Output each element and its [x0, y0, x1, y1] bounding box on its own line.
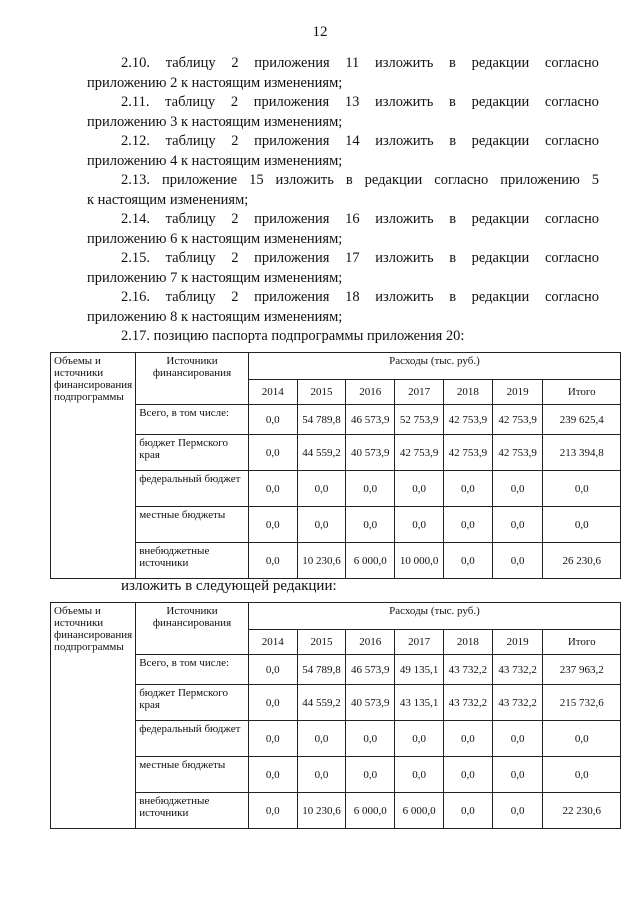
amendment-word: в [449, 211, 457, 227]
value-cell: 49 135,1 [395, 655, 444, 685]
table-row [51, 721, 621, 757]
value-cell: 0,0 [248, 793, 297, 829]
value-cell: 0,0 [443, 507, 492, 543]
value-cell: 0,0 [248, 543, 297, 579]
source-cell: местные бюджеты [136, 507, 249, 543]
value-cell: 0,0 [297, 721, 346, 757]
value-cell: 52 753,9 [395, 405, 444, 435]
amendment-item [87, 249, 599, 288]
intro-new-edition: изложить в следующей редакции: [121, 578, 337, 594]
value-cell: 42 753,9 [492, 435, 543, 471]
year-header: 2019 [492, 380, 543, 405]
year-header: 2014 [248, 630, 297, 655]
value-cell: 0,0 [248, 405, 297, 435]
year-header: 2019 [492, 630, 543, 655]
source-cell: внебюджетные источники [136, 543, 249, 579]
expenses-header: Расходы (тыс. руб.) [248, 353, 620, 380]
amendment-first-line [87, 210, 599, 230]
amendment-word: 11 [345, 55, 360, 71]
program-label-cell: Объемы и источники финансирования подпрограммы [51, 353, 136, 579]
amendment-word: таблицу [165, 55, 216, 71]
amendment-word: таблицу [165, 94, 216, 110]
amendment-word: изложить [375, 94, 434, 110]
value-cell: 0,0 [443, 543, 492, 579]
amendment-word: 13 [344, 94, 360, 110]
amendment-word: 2.10. [121, 55, 150, 71]
header-row-1 [51, 603, 621, 630]
value-cell: 215 732,6 [543, 685, 621, 721]
amendment-word: в [449, 55, 456, 71]
header-row-1 [51, 353, 621, 380]
amendment-word: 5 [591, 172, 599, 188]
amendment-word: в [449, 133, 457, 149]
value-cell: 0,0 [395, 757, 444, 793]
amendment-continuation: приложению 8 к настоящим изменениям; [87, 308, 343, 325]
table-row [51, 685, 621, 721]
value-cell: 0,0 [492, 757, 543, 793]
amendment-word: редакции [471, 55, 530, 71]
value-cell: 6 000,0 [346, 543, 395, 579]
year-header: 2017 [395, 380, 444, 405]
amendment-continuation: приложению 2 к настоящим изменениям; [87, 74, 343, 91]
amendment-item [87, 54, 599, 93]
amendment-word: 17 [345, 250, 360, 266]
value-cell: 0,0 [543, 471, 621, 507]
value-cell: 54 789,8 [297, 405, 346, 435]
value-cell: 0,0 [248, 721, 297, 757]
amendment-word: изложить [375, 289, 434, 305]
amendment-word: приложения [254, 133, 330, 149]
value-cell: 0,0 [443, 471, 492, 507]
amendment-continuation: приложению 7 к настоящим изменениям; [87, 269, 343, 286]
amendment-word: приложения [253, 94, 330, 110]
amendment-continuation: приложению 3 к настоящим изменениям; [87, 113, 343, 130]
table-row [51, 757, 621, 793]
amendment-item [87, 288, 599, 327]
value-cell: 42 753,9 [443, 405, 492, 435]
source-cell: внебюджетные источники [136, 793, 249, 829]
year-header: Итого [543, 630, 621, 655]
year-header: 2018 [443, 630, 492, 655]
table-row [51, 793, 621, 829]
amendment-first-line [87, 132, 599, 152]
value-cell: 44 559,2 [297, 685, 346, 721]
table-row [51, 435, 621, 471]
amendment-item [87, 171, 599, 210]
table-row [51, 655, 621, 685]
value-cell: 44 559,2 [297, 435, 346, 471]
value-cell: 0,0 [248, 685, 297, 721]
amendment-first-line [87, 288, 599, 308]
amendment-first-line [87, 54, 599, 74]
amendment-word: приложения [254, 250, 330, 266]
amendment-word: редакции [471, 94, 530, 110]
value-cell: 54 789,8 [297, 655, 346, 685]
value-cell: 0,0 [543, 721, 621, 757]
value-cell: 0,0 [248, 757, 297, 793]
amendment-word: 2.12. [121, 133, 150, 149]
amendments-list [87, 54, 599, 347]
amendment-word: 16 [345, 211, 360, 227]
amendment-word: изложить [375, 133, 434, 149]
amendment-word: 2.15. [121, 250, 150, 266]
value-cell: 213 394,8 [543, 435, 621, 471]
program-label-cell: Объемы и источники финансирования подпрограммы [51, 603, 136, 829]
amendment-word: согласно [544, 211, 599, 227]
amendment-word: таблицу [165, 250, 216, 266]
amendment-word: в [449, 250, 457, 266]
source-cell: бюджет Пермского края [136, 685, 249, 721]
amendment-word: 2.16. [121, 289, 150, 305]
amendment-word: редакции [471, 289, 530, 305]
value-cell: 0,0 [395, 507, 444, 543]
source-cell: Всего, в том числе: [136, 405, 249, 435]
amendment-word: изложить [375, 55, 434, 71]
page-number: 12 [312, 24, 328, 40]
value-cell: 0,0 [443, 757, 492, 793]
value-cell: 0,0 [297, 757, 346, 793]
value-cell: 0,0 [443, 721, 492, 757]
year-header: 2018 [443, 380, 492, 405]
value-cell: 237 963,2 [543, 655, 621, 685]
amendment-word: 2.13. [121, 172, 150, 188]
value-cell: 6 000,0 [346, 793, 395, 829]
amendment-word: редакции [471, 133, 530, 149]
amendment-word: 2 [231, 55, 239, 71]
amendment-continuation: приложению 4 к настоящим изменениям; [87, 152, 343, 169]
amendment-word: 18 [345, 289, 360, 305]
value-cell: 46 573,9 [346, 655, 395, 685]
value-cell: 10 230,6 [297, 793, 346, 829]
value-cell: 40 573,9 [346, 435, 395, 471]
table-row [51, 543, 621, 579]
amendment-word: согласно [544, 250, 599, 266]
amendment-item [87, 132, 599, 171]
value-cell: 43 732,2 [492, 655, 543, 685]
value-cell: 239 625,4 [543, 405, 621, 435]
amendment-word: 2.11. [121, 94, 150, 110]
value-cell: 10 000,0 [395, 543, 444, 579]
amendment-word: редакции [471, 250, 530, 266]
amendment-first-line [87, 249, 599, 269]
value-cell: 42 753,9 [395, 435, 444, 471]
amendment-word: 14 [345, 133, 360, 149]
amendment-word: таблицу [165, 211, 216, 227]
amendment-word: 2 [231, 289, 239, 305]
year-header: 2015 [297, 630, 346, 655]
amendment-word: редакции [364, 172, 423, 188]
table-row [51, 507, 621, 543]
source-cell: бюджет Пермского края [136, 435, 249, 471]
amendment-word: редакции [471, 211, 530, 227]
amendment-word: изложить [375, 250, 434, 266]
value-cell: 42 753,9 [443, 435, 492, 471]
value-cell: 46 573,9 [346, 405, 395, 435]
value-cell: 0,0 [346, 507, 395, 543]
value-cell: 40 573,9 [346, 685, 395, 721]
amendment-word: приложения [254, 55, 330, 71]
table-row [51, 471, 621, 507]
sources-header: Источники финансирования [136, 353, 249, 405]
amendment-word: приложения [254, 211, 330, 227]
year-header: 2017 [395, 630, 444, 655]
amendment-word: согласно [544, 133, 599, 149]
value-cell: 43 732,2 [492, 685, 543, 721]
amendment-item [87, 93, 599, 132]
value-cell: 0,0 [443, 793, 492, 829]
value-cell: 10 230,6 [297, 543, 346, 579]
value-cell: 0,0 [395, 471, 444, 507]
amendment-word: 2 [231, 250, 239, 266]
source-cell: федеральный бюджет [136, 471, 249, 507]
amendment-word: согласно [544, 55, 599, 71]
value-cell: 43 135,1 [395, 685, 444, 721]
amendment-first-line [87, 93, 599, 113]
amendment-item [87, 210, 599, 249]
year-header: 2016 [346, 380, 395, 405]
amendment-word: 2.14. [121, 211, 150, 227]
amendment-continuation: приложению 6 к настоящим изменениям; [87, 230, 343, 247]
expenses-header: Расходы (тыс. руб.) [248, 603, 620, 630]
financing-table-new [50, 602, 621, 829]
year-header: Итого [543, 380, 621, 405]
value-cell: 0,0 [492, 543, 543, 579]
value-cell: 0,0 [346, 721, 395, 757]
value-cell: 0,0 [492, 507, 543, 543]
source-cell: федеральный бюджет [136, 721, 249, 757]
value-cell: 0,0 [492, 471, 543, 507]
year-header: 2016 [346, 630, 395, 655]
amendment-word: изложить [375, 211, 434, 227]
amendment-word: приложение [161, 172, 238, 188]
value-cell: 26 230,6 [543, 543, 621, 579]
value-cell: 0,0 [492, 793, 543, 829]
amendment-word: в [345, 172, 353, 188]
value-cell: 0,0 [346, 471, 395, 507]
amendment-word: изложить [275, 172, 334, 188]
amendment-word: согласно [544, 289, 599, 305]
amendment-word: 2 [230, 94, 239, 110]
year-header: 2014 [248, 380, 297, 405]
amendment-word: приложению [500, 172, 580, 188]
value-cell: 0,0 [297, 507, 346, 543]
value-cell: 0,0 [248, 507, 297, 543]
value-cell: 0,0 [248, 435, 297, 471]
value-cell: 0,0 [543, 757, 621, 793]
amendment-item-2-17: 2.17. позицию паспорта подпрограммы приложения 20: [121, 328, 465, 344]
amendment-word: 15 [249, 172, 264, 188]
value-cell: 0,0 [395, 721, 444, 757]
sources-header: Источники финансирования [136, 603, 249, 655]
value-cell: 0,0 [248, 471, 297, 507]
value-cell: 0,0 [346, 757, 395, 793]
value-cell: 22 230,6 [543, 793, 621, 829]
amendment-continuation: к настоящим изменениям; [87, 191, 249, 208]
amendment-word: согласно [434, 172, 489, 188]
amendment-word: таблицу [165, 133, 216, 149]
table-row [51, 405, 621, 435]
amendment-word: 2 [231, 133, 239, 149]
amendment-word: 2 [231, 211, 239, 227]
value-cell: 0,0 [543, 507, 621, 543]
source-cell: местные бюджеты [136, 757, 249, 793]
amendment-word: приложения [254, 289, 330, 305]
amendment-word: таблицу [165, 289, 216, 305]
year-header: 2015 [297, 380, 346, 405]
value-cell: 43 732,2 [443, 685, 492, 721]
value-cell: 42 753,9 [492, 405, 543, 435]
financing-table-old [50, 352, 621, 579]
source-cell: Всего, в том числе: [136, 655, 249, 685]
amendment-first-line [87, 171, 599, 191]
amendment-word: согласно [544, 94, 599, 110]
value-cell: 0,0 [297, 471, 346, 507]
value-cell: 6 000,0 [395, 793, 444, 829]
value-cell: 0,0 [492, 721, 543, 757]
amendment-word: в [449, 94, 456, 110]
amendment-word: в [449, 289, 457, 305]
value-cell: 43 732,2 [443, 655, 492, 685]
value-cell: 0,0 [248, 655, 297, 685]
